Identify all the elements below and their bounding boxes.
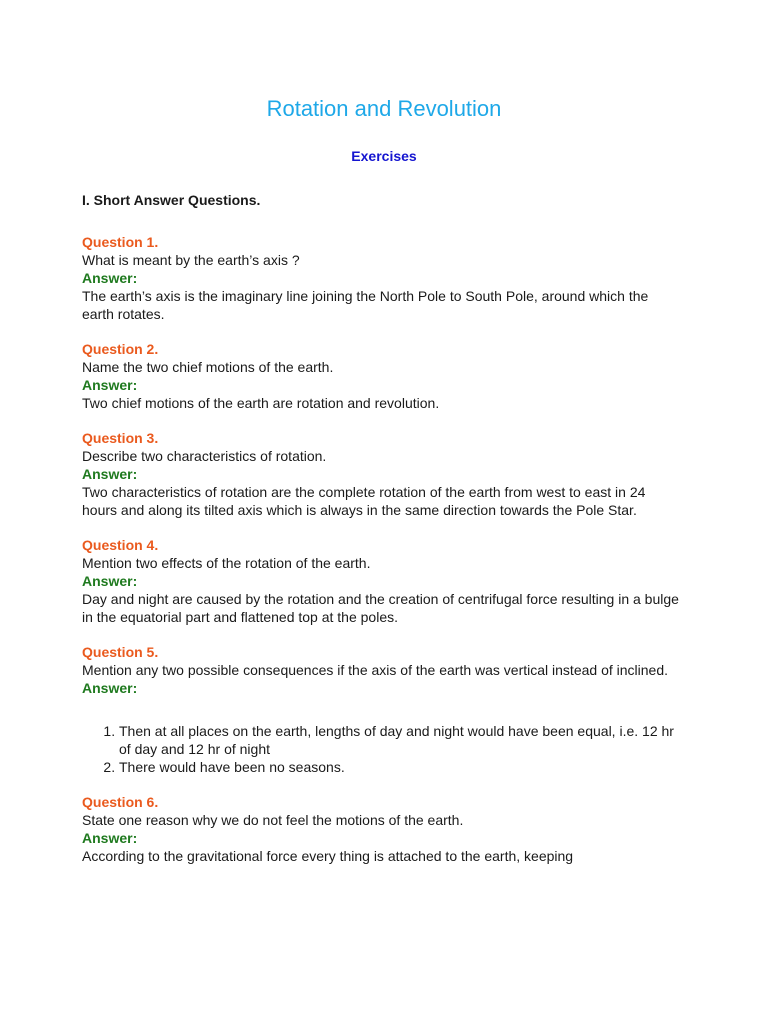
answer-list <box>82 722 682 776</box>
answer-label: Answer: <box>82 377 138 393</box>
question-text: What is meant by the earth’s axis ? <box>82 252 300 268</box>
question-label: Question 5. <box>82 644 159 660</box>
question-block-4 <box>82 536 682 626</box>
answer-label: Answer: <box>82 573 138 589</box>
question-text: Describe two characteristics of rotation. <box>82 448 327 464</box>
answer-text: According to the gravitational force every thing is attached to the earth, keeping <box>82 848 574 864</box>
question-label: Question 1. <box>82 234 159 250</box>
question-text: Mention two effects of the rotation of the earth. <box>82 555 371 571</box>
answer-text: Two chief motions of the earth are rotation and revolution. <box>82 395 440 411</box>
answer-label: Answer: <box>82 680 138 696</box>
question-text: Name the two chief motions of the earth. <box>82 359 334 375</box>
question-label: Question 6. <box>82 794 159 810</box>
section-heading: I. Short Answer Questions. <box>82 192 261 208</box>
answer-label: Answer: <box>82 466 138 482</box>
question-block-6 <box>82 793 682 865</box>
question-block-3 <box>82 429 682 519</box>
question-list <box>82 233 682 882</box>
question-label: Question 3. <box>82 430 159 446</box>
answer-label: Answer: <box>82 270 138 286</box>
question-label: Question 2. <box>82 341 159 357</box>
answer-text: Two characteristics of rotation are the complete rotation of the earth from west to east in 24 hours and along its tilted axis which is always in the same direction towards the Pole Star. <box>82 484 646 518</box>
answer-text: The earth’s axis is the imaginary line joining the North Pole to South Pole, around which the earth rotates. <box>82 288 649 322</box>
question-block-2 <box>82 340 682 412</box>
question-text: State one reason why we do not feel the motions of the earth. <box>82 812 464 828</box>
answer-list-item: 2. There would have been no seasons. <box>119 758 682 776</box>
question-label: Question 4. <box>82 537 159 553</box>
question-text: Mention any two possible consequences if the axis of the earth was vertical instead of inclined. <box>82 662 668 678</box>
answer-label: Answer: <box>82 830 138 846</box>
page-title: Rotation and Revolution <box>266 96 502 121</box>
page-subtitle: Exercises <box>351 148 417 164</box>
answer-list-item: 1. Then at all places on the earth, lengths of day and night would have been equal, i.e. 12 hr of day and 12 hr of night <box>119 722 682 758</box>
answer-text: Day and night are caused by the rotation and the creation of centrifugal force resulting in a bulge in the equatorial part and flattened top at the poles. <box>82 591 679 625</box>
question-block-5 <box>82 643 682 776</box>
question-block-1 <box>82 233 682 323</box>
